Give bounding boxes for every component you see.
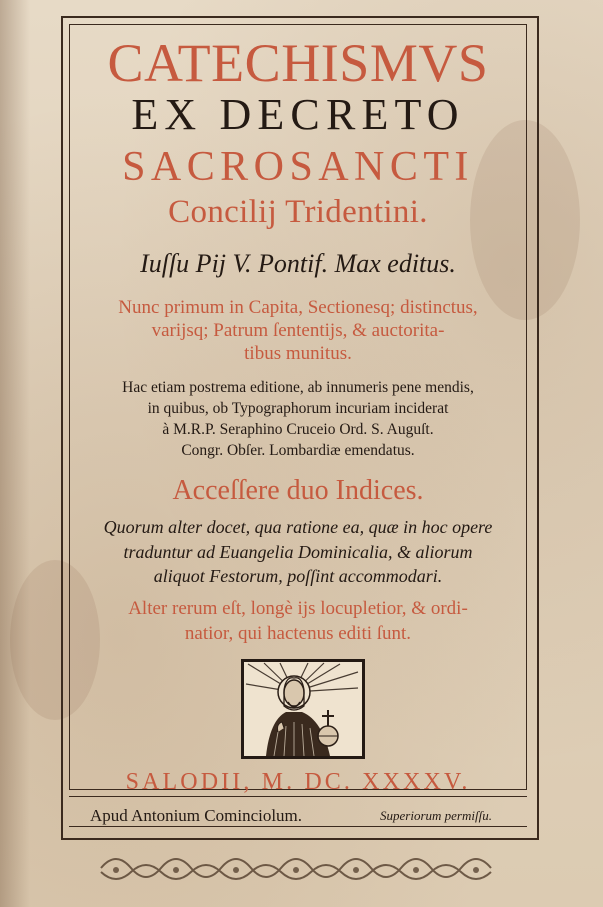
second-index-line-2: natior, qui hactenus editi ſunt. <box>184 623 412 644</box>
imprint-place-date: SALODII, M. DC. XXXXV. <box>125 769 471 795</box>
index-description-line-3: aliquot Festorum, poſſint accommodari. <box>153 566 443 586</box>
title-line-1: CATECHISMVS <box>107 33 489 93</box>
index-description-line-2: traduntur ad Euangelia Dominicalia, & aliorum <box>123 542 473 562</box>
index-description-line-1: Quorum alter docet, qua ratione ea, quæ in hoc opere <box>103 517 493 537</box>
edition-line-4: Congr. Obſer. Lombardiæ emendatus. <box>181 442 415 459</box>
edition-line-3: à M.R.P. Seraphino Cruceio Ord. S. Auguſt. <box>162 421 434 438</box>
description-line-3: tibus munitus. <box>244 343 352 364</box>
decorative-border-ornament-icon <box>96 848 506 888</box>
description-line-2: varijsq; Patrum ſententijs, & auctorita- <box>151 320 445 341</box>
title-line-4: Concilij Tridentini. <box>168 194 428 230</box>
footer-rule-top <box>69 796 527 797</box>
title-line-3: SACROSANCTI <box>122 144 474 190</box>
woodcut-christ-salvator-mundi-icon <box>241 659 365 759</box>
book-gutter <box>0 0 30 907</box>
printer-line: Apud Antonium Cominciolum. <box>90 806 303 825</box>
edition-line-2: in quibus, ob Typographorum incuriam inciderat <box>147 400 449 417</box>
permission-line: Superiorum permiſſu. <box>380 808 492 823</box>
indices-heading: Acceſſere duo Indices. <box>172 475 424 506</box>
second-index-line-1: Alter rerum eſt, longè ijs locupletior, & ordi- <box>128 598 468 619</box>
edition-line-1: Hac etiam postrema editione, ab innumeris pene mendis, <box>122 379 474 396</box>
woodcut-illustration <box>244 662 362 756</box>
description-line-1: Nunc primum in Capita, Sectionesq; distinctus, <box>118 297 478 318</box>
title-line-2: EX DECRETO <box>131 90 465 139</box>
footer-rule-bottom <box>69 826 527 827</box>
authority-line: Iuſſu Pij V. Pontif. Max editus. <box>140 249 456 278</box>
